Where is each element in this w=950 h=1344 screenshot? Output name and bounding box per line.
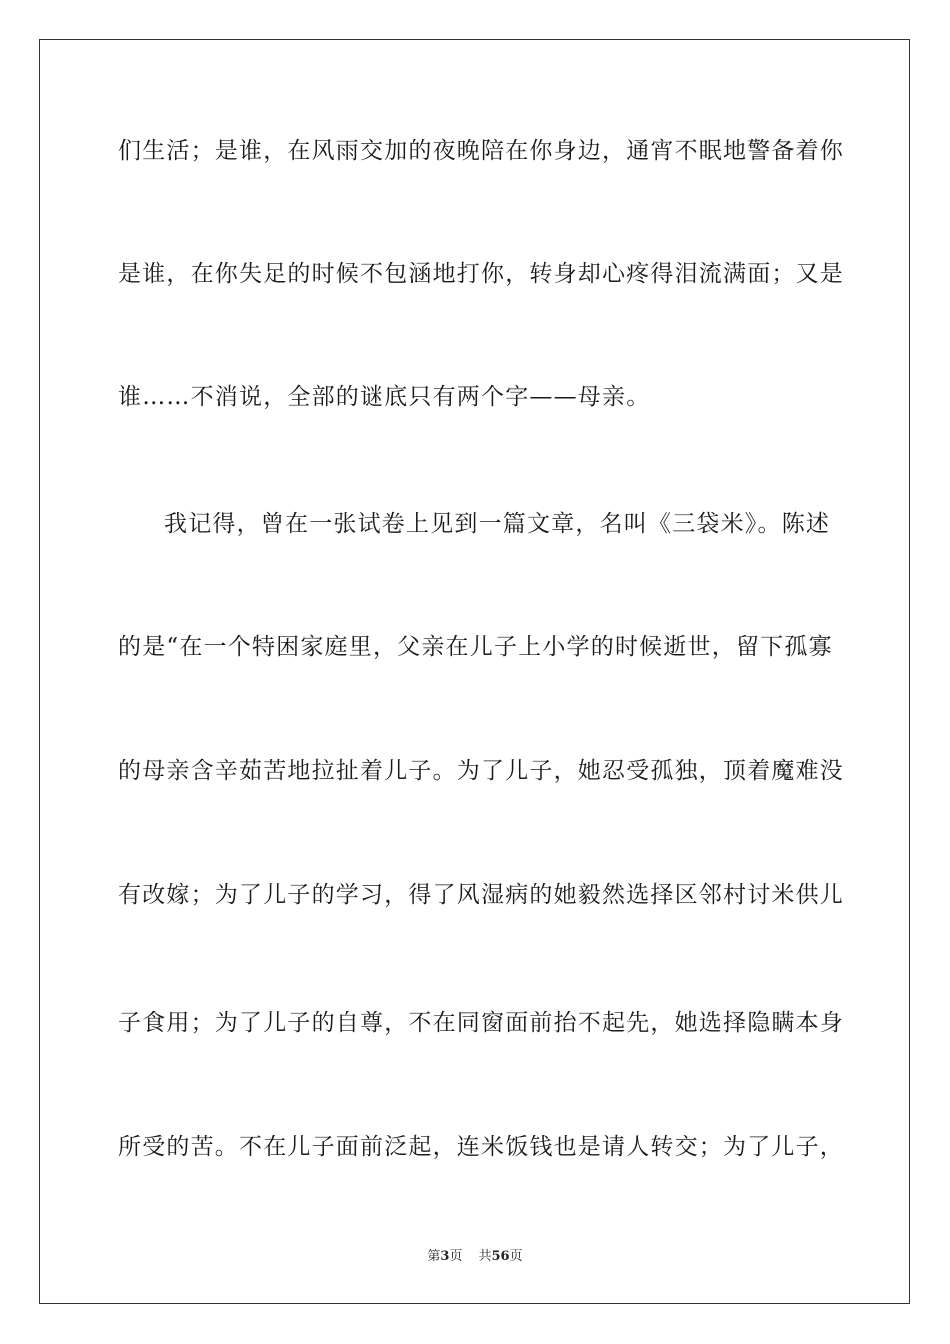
text-line: 的是“在一个特困家庭里，父亲在儿子上小学的时候逝世，留下孤寡 <box>118 634 833 660</box>
page-number: 3 <box>440 1249 450 1264</box>
page-suffix: 页 <box>449 1249 463 1264</box>
total-prefix: 共 <box>478 1249 492 1264</box>
text-line: 们生活；是谁，在风雨交加的夜晚陪在你身边，通宵不眠地警备着你 <box>118 138 844 164</box>
text-line: 所受的苦。不在儿子面前泛起，连米饭钱也是请人转交；为了儿子， <box>118 1134 844 1160</box>
total-pages: 56 <box>491 1249 510 1264</box>
page-footer <box>0 1248 950 1266</box>
paragraph-start-line: 我记得，曾在一张试卷上见到一篇文章，名叫《三袋米》。陈述 <box>164 511 831 537</box>
total-suffix: 页 <box>509 1249 523 1264</box>
text-line: 谁……不消说，全部的谜底只有两个字——母亲。 <box>118 384 651 410</box>
text-line: 子食用；为了儿子的自尊，不在同窗面前抬不起先，她选择隐瞒本身 <box>118 1010 844 1036</box>
text-line: 是谁，在你失足的时候不包涵地打你，转身却心疼得泪流满面；又是 <box>118 261 844 287</box>
text-line: 有改嫁；为了儿子的学习，得了风湿病的她毅然选择区邻村讨米供儿 <box>118 882 844 908</box>
page-prefix: 第 <box>427 1249 441 1264</box>
page-border <box>39 39 910 1304</box>
text-line: 的母亲含辛茹苦地拉扯着儿子。为了儿子，她忍受孤独，顶着魔难没 <box>118 758 844 784</box>
